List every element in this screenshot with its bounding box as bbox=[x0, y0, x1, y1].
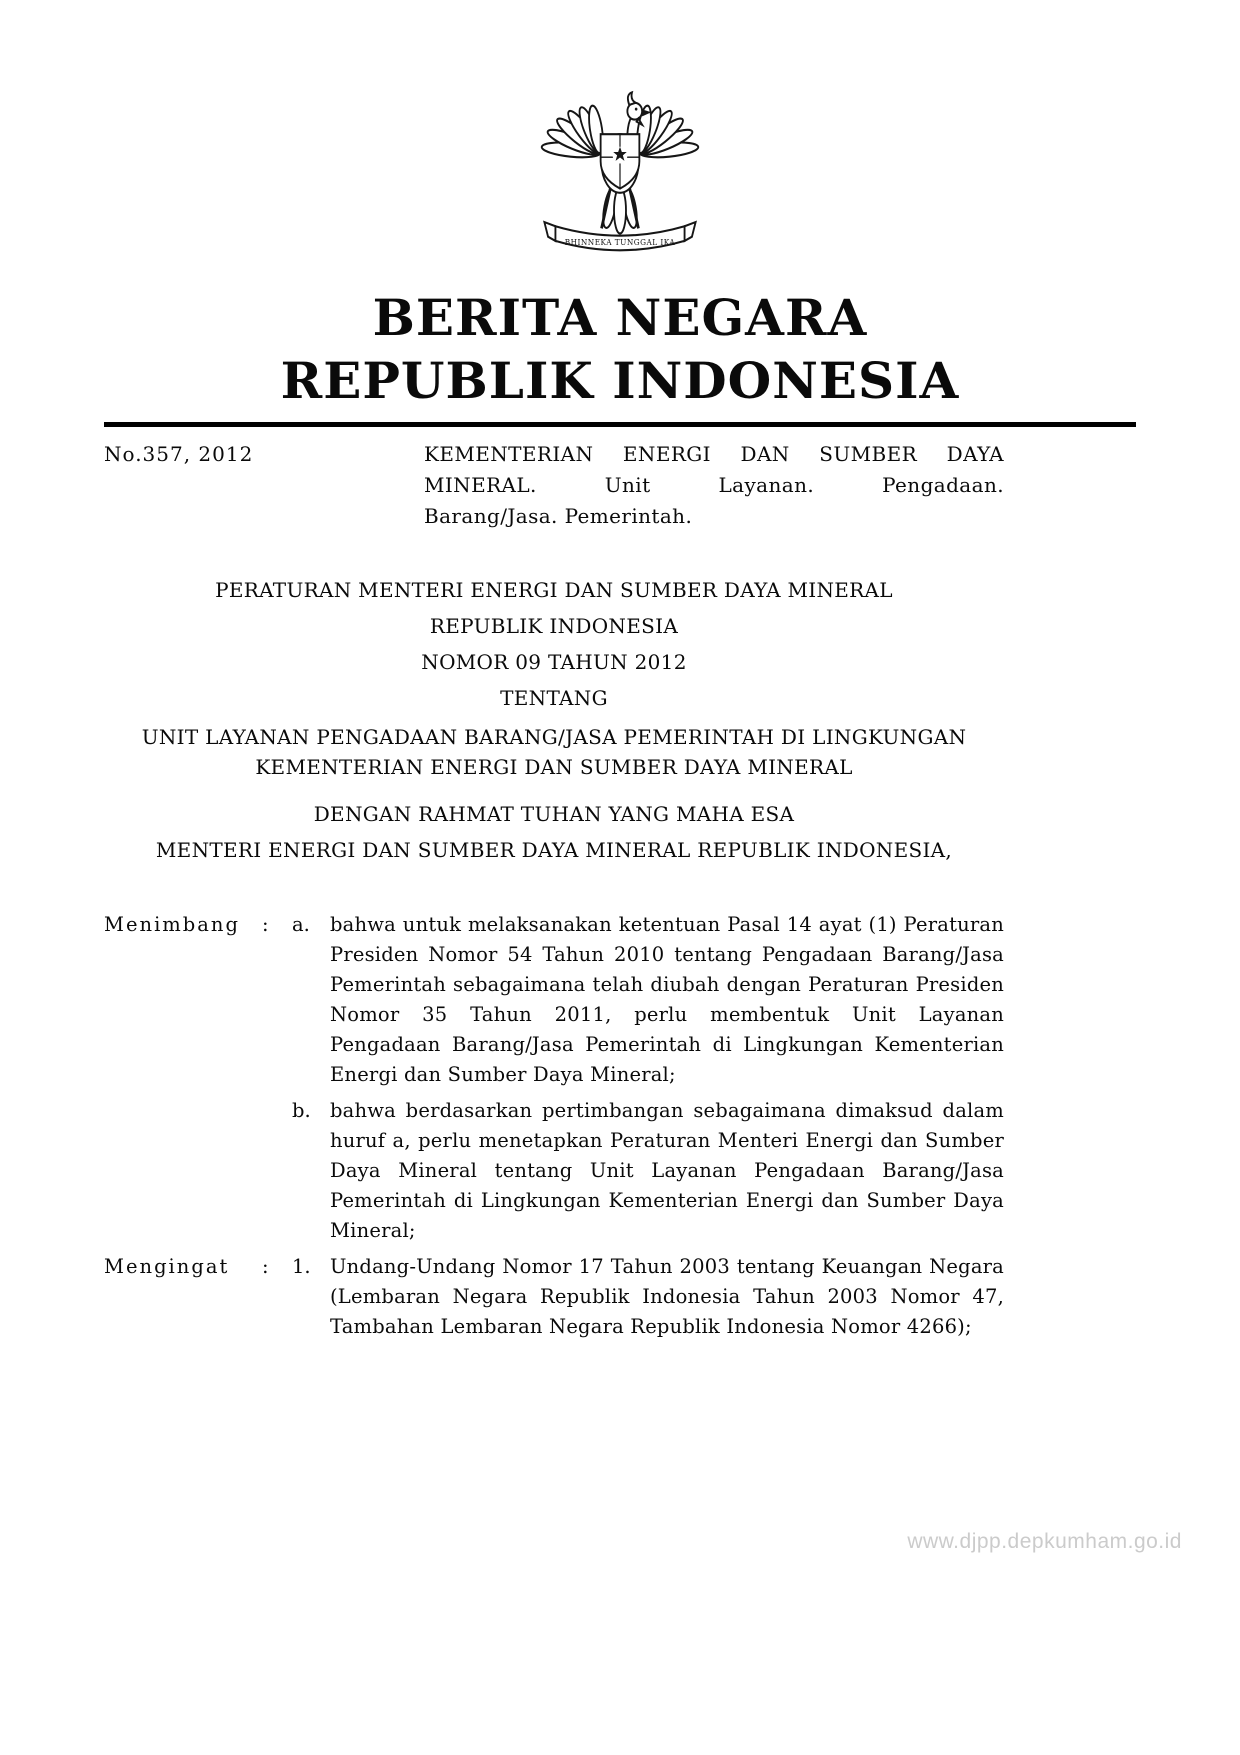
gazette-subject-line: Barang/Jasa. Pemerintah. bbox=[424, 504, 693, 528]
clause-row bbox=[104, 910, 1004, 1090]
emblem-motto: BHINNEKA TUNGGAL IKA bbox=[564, 237, 676, 248]
left-wing bbox=[541, 105, 605, 160]
clause-label: Menimbang bbox=[104, 913, 240, 936]
mengingat-section bbox=[104, 1252, 1004, 1342]
gazette-subject-line: MINERAL. Unit Layanan. Pengadaan. bbox=[424, 473, 1004, 497]
regulation-title bbox=[104, 578, 1004, 862]
title-line-5: UNIT LAYANAN PENGADAAN BARANG/JASA PEMERINTAH DI LINGKUNGAN KEMENTERIAN ENERGI DAN SUMBER DAYA MINERAL bbox=[141, 725, 967, 779]
title-line-7: MENTERI ENERGI DAN SUMBER DAYA MINERAL REPUBLIK INDONESIA, bbox=[155, 838, 953, 862]
clause-marker: a. bbox=[292, 913, 310, 936]
clause-colon: : bbox=[262, 1255, 269, 1278]
clause-label-spacer bbox=[104, 1096, 262, 1246]
masthead bbox=[0, 286, 1240, 412]
document-content bbox=[104, 439, 1004, 1342]
title-line-4: TENTANG bbox=[500, 686, 608, 710]
clause-marker: 1. bbox=[292, 1255, 311, 1278]
clause-label: Mengingat bbox=[104, 1255, 230, 1278]
gazette-header bbox=[104, 439, 1004, 532]
title-line-2: REPUBLIK INDONESIA bbox=[429, 614, 679, 638]
title-line-6: DENGAN RAHMAT TUHAN YANG MAHA ESA bbox=[313, 802, 795, 826]
menimbang-section bbox=[104, 910, 1004, 1246]
clause-colon: : bbox=[262, 913, 269, 936]
emblem bbox=[0, 0, 1240, 270]
watermark-url: www.djpp.depkumham.go.id bbox=[907, 1530, 1182, 1553]
masthead-title-line2: REPUBLIK INDONESIA bbox=[280, 351, 960, 410]
gazette-number: No.357, 2012 bbox=[104, 442, 254, 466]
gazette-subject bbox=[424, 439, 1004, 532]
clause-marker: b. bbox=[292, 1099, 311, 1122]
garuda-pancasila-emblem bbox=[537, 84, 703, 266]
clause-row bbox=[104, 1252, 1004, 1342]
clause-row bbox=[104, 1096, 1004, 1246]
clause-text: bahwa untuk melaksanakan ketentuan Pasal 14 ayat (1) Peraturan Presiden Nomor 54 Tahun 2010 tentang Pengadaan Barang/Jasa Pemerintah sebagaimana telah diubah dengan Peraturan Presiden Nomor 35 Tahun 2011, perlu membentuk Unit Layanan Pengadaan Barang/Jasa Pemerintah di Lingkungan Kementerian Energi dan Sumber Daya Mineral; bbox=[330, 913, 1004, 1086]
clause-text: Undang-Undang Nomor 17 Tahun 2003 tentang Keuangan Negara (Lembaran Negara Republik Indonesia Tahun 2003 Nomor 47, Tambahan Lembaran Negara Republik Indonesia Nomor 4266); bbox=[330, 1255, 1004, 1338]
gazette-subject-line: KEMENTERIAN ENERGI DAN SUMBER DAYA bbox=[424, 442, 1004, 466]
title-line-1: PERATURAN MENTERI ENERGI DAN SUMBER DAYA MINERAL bbox=[215, 578, 893, 602]
title-line-3: NOMOR 09 TAHUN 2012 bbox=[421, 650, 687, 674]
clause-colon-spacer bbox=[262, 1096, 292, 1246]
clause-text: bahwa berdasarkan pertimbangan sebagaimana dimaksud dalam huruf a, perlu menetapkan Peraturan Menteri Energi dan Sumber Daya Mineral tentang Unit Layanan Pengadaan Barang/Jasa Pemerintah di Lingkungan Kementerian Energi dan Sumber Daya Mineral; bbox=[330, 1099, 1004, 1242]
masthead-rule bbox=[104, 422, 1136, 427]
masthead-title-line1: BERITA NEGARA bbox=[372, 288, 868, 347]
